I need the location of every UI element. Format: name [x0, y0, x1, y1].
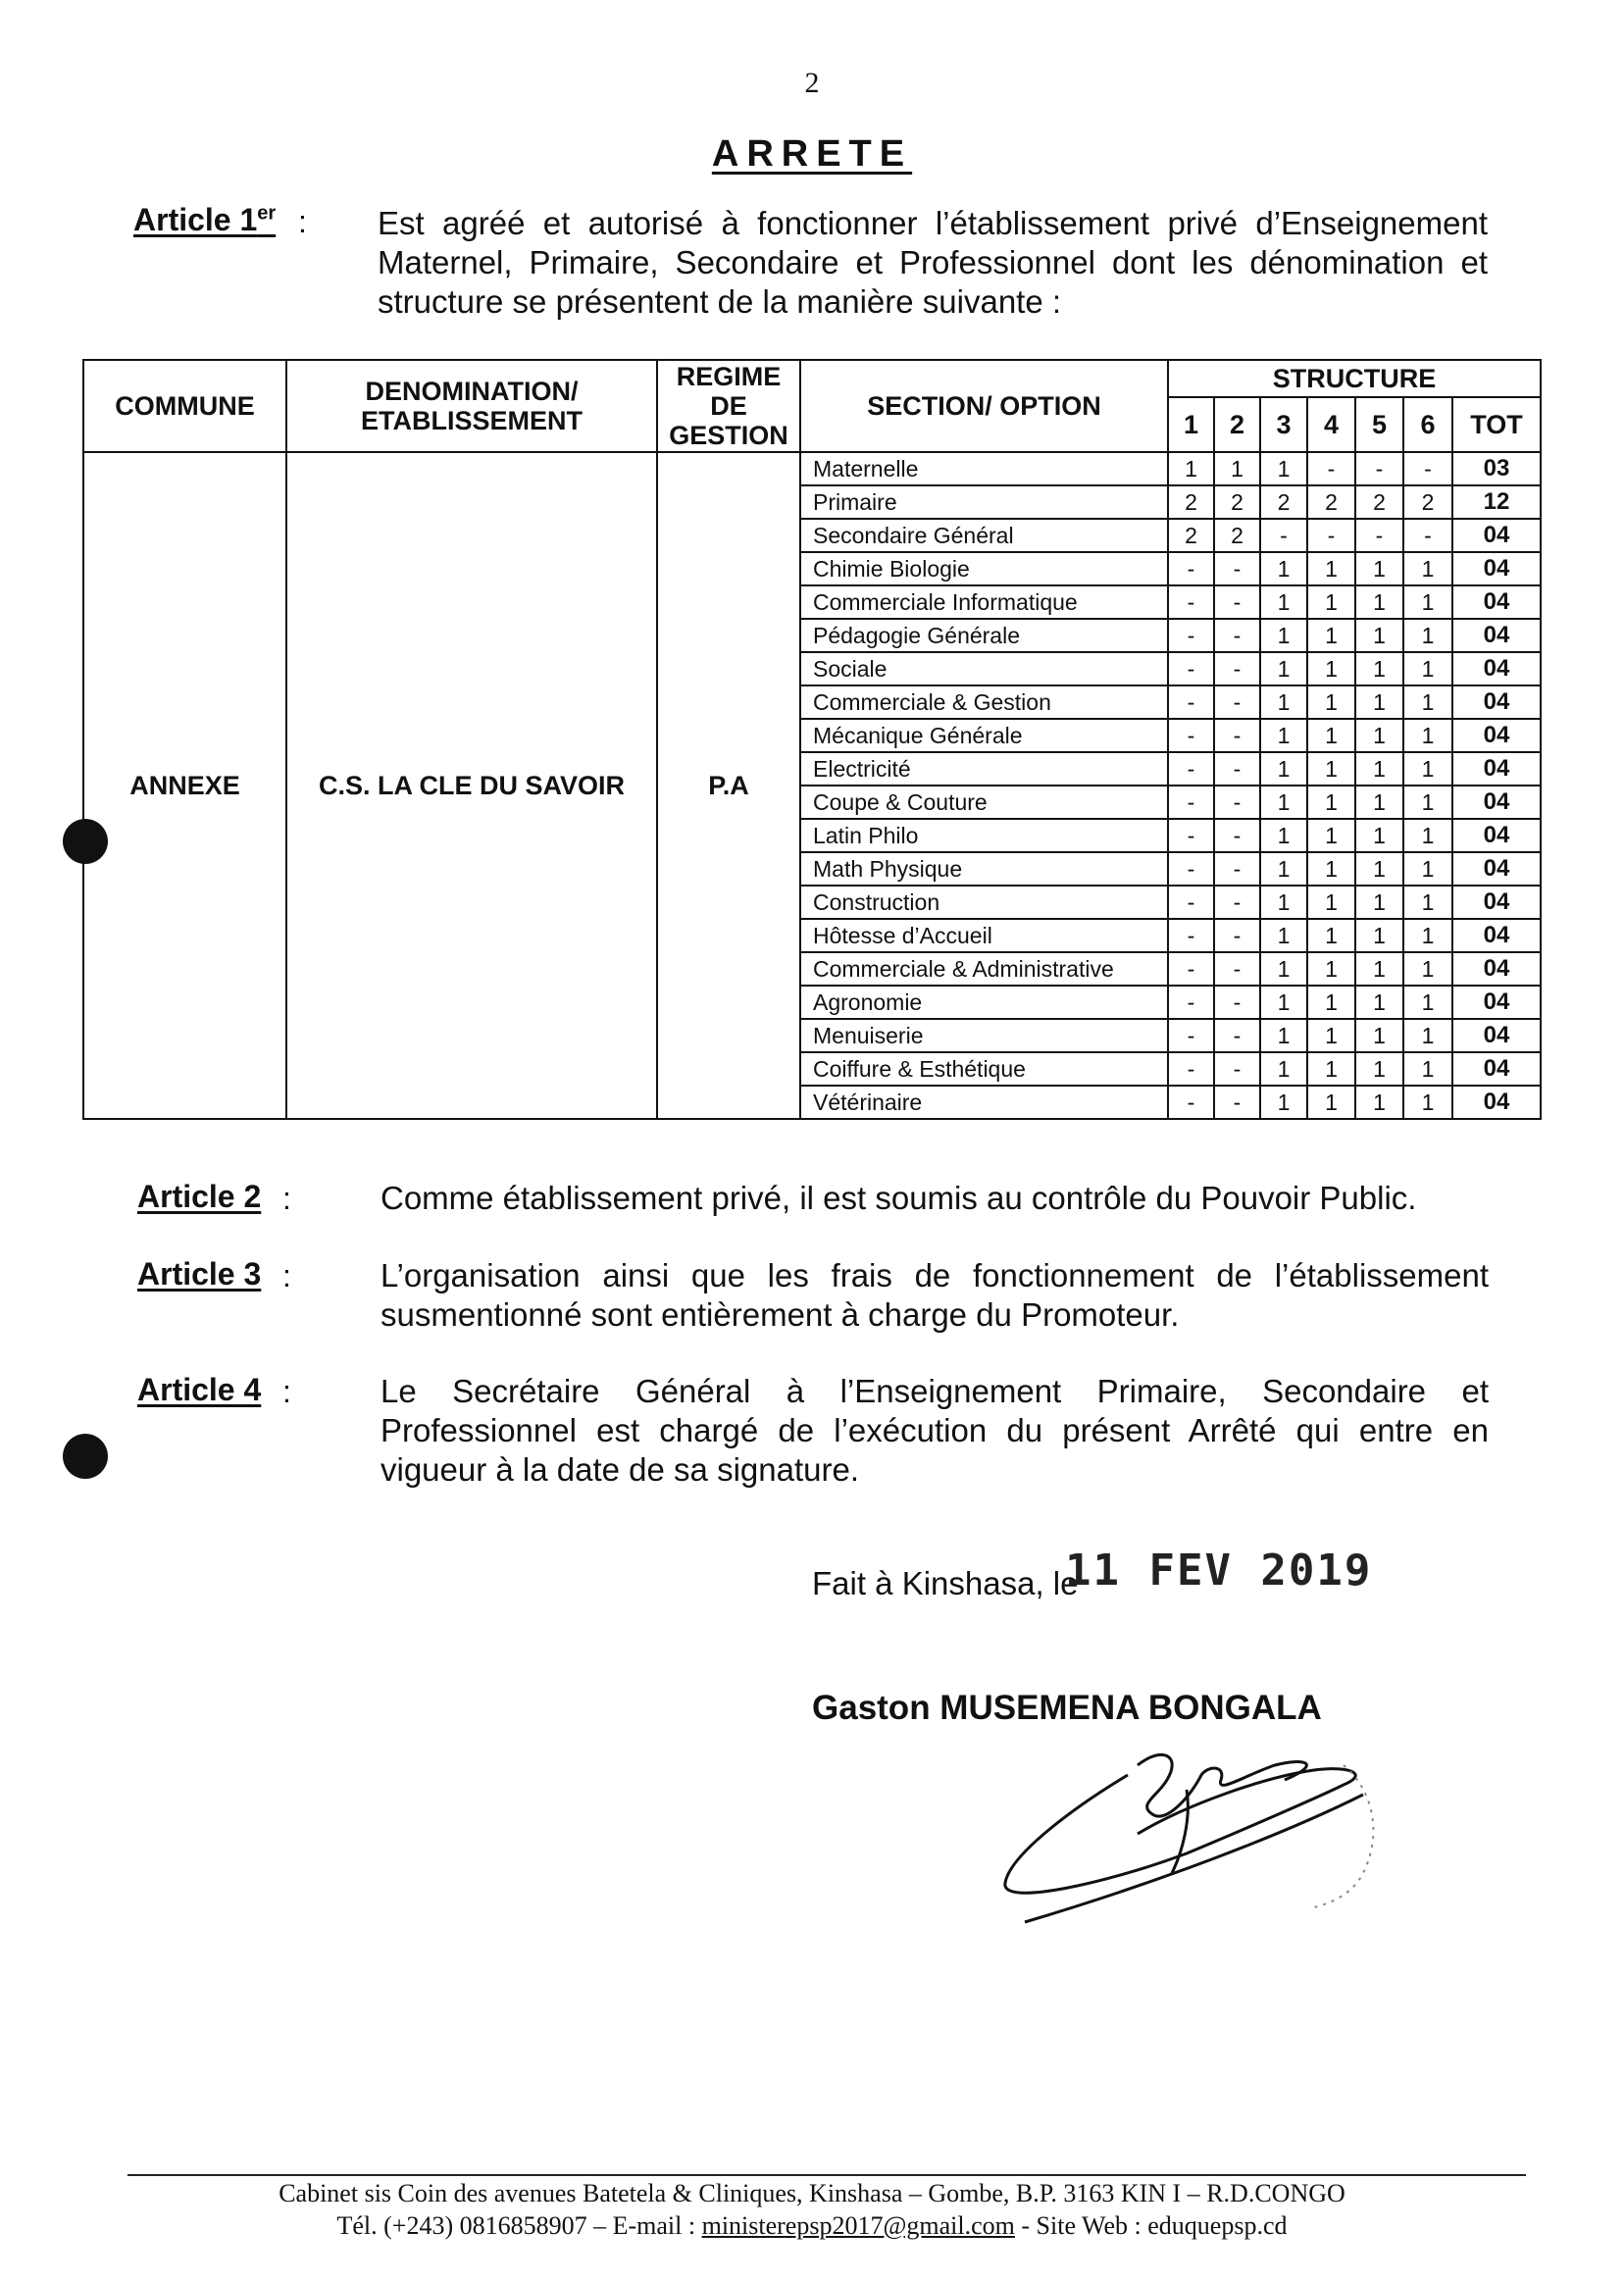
- structure-total-cell: 04: [1452, 685, 1541, 719]
- section-option-cell: Construction: [800, 886, 1168, 919]
- article-2-colon: :: [282, 1181, 291, 1216]
- structure-cell-5: 1: [1355, 1086, 1403, 1119]
- structure-cell-6: 1: [1403, 919, 1452, 952]
- structure-total-cell: 04: [1452, 652, 1541, 685]
- structure-cell-3: 1: [1260, 819, 1307, 852]
- structure-total-cell: 04: [1452, 786, 1541, 819]
- structure-cell-3: 1: [1260, 619, 1307, 652]
- section-option-cell: Secondaire Général: [800, 519, 1168, 552]
- structure-cell-3: 1: [1260, 452, 1307, 485]
- structure-cell-3: 1: [1260, 852, 1307, 886]
- structure-cell-1: -: [1168, 1052, 1214, 1086]
- structure-cell-2: -: [1214, 1086, 1260, 1119]
- structure-cell-1: -: [1168, 685, 1214, 719]
- structure-cell-2: -: [1214, 585, 1260, 619]
- structure-cell-1: 2: [1168, 519, 1214, 552]
- article-3-text: L’organisation ainsi que les frais de fonctionnement de l’établissement susmentionné sont entièrement à charge du Promoteur.: [381, 1257, 1489, 1333]
- structure-cell-4: 1: [1307, 752, 1355, 786]
- structure-cell-6: 1: [1403, 552, 1452, 585]
- structure-cell-4: 1: [1307, 886, 1355, 919]
- article-4-label: Article 4: [137, 1372, 262, 1407]
- handwritten-signature: [990, 1736, 1412, 1932]
- structure-cell-6: 1: [1403, 752, 1452, 786]
- structure-cell-6: -: [1403, 519, 1452, 552]
- regime-cell: P.A: [657, 452, 800, 1119]
- header-structure: STRUCTURE: [1168, 360, 1541, 397]
- structure-cell-3: -: [1260, 519, 1307, 552]
- structure-cell-2: -: [1214, 919, 1260, 952]
- structure-cell-2: -: [1214, 852, 1260, 886]
- structure-cell-5: 1: [1355, 952, 1403, 986]
- footer-email-link[interactable]: ministerepsp2017@gmail.com: [701, 2211, 1015, 2240]
- section-option-cell: Sociale: [800, 652, 1168, 685]
- structure-cell-4: 1: [1307, 986, 1355, 1019]
- header-denomination: DENOMINATION/ ETABLISSEMENT: [286, 360, 657, 452]
- structure-cell-6: 1: [1403, 652, 1452, 685]
- section-option-cell: Coiffure & Esthétique: [800, 1052, 1168, 1086]
- footer-website: - Site Web : eduquepsp.cd: [1021, 2211, 1288, 2240]
- structure-cell-4: 1: [1307, 619, 1355, 652]
- section-option-cell: Hôtesse d’Accueil: [800, 919, 1168, 952]
- structure-total-cell: 04: [1452, 585, 1541, 619]
- signatory-name: Gaston MUSEMENA BONGALA: [812, 1689, 1322, 1727]
- structure-total-cell: 04: [1452, 919, 1541, 952]
- section-option-cell: Electricité: [800, 752, 1168, 786]
- etablissement-cell: C.S. LA CLE DU SAVOIR: [286, 452, 657, 1119]
- structure-cell-1: -: [1168, 752, 1214, 786]
- structure-cell-6: 1: [1403, 886, 1452, 919]
- section-option-cell: Commerciale & Gestion: [800, 685, 1168, 719]
- commune-cell: ANNEXE: [83, 452, 286, 1119]
- structure-cell-5: 1: [1355, 585, 1403, 619]
- article-1-text: Est agréé et autorisé à fonctionner l’établissement privé d’Enseignement Maternel, Primaire, Secondaire et Professionnel dont les dénomination et structure se présentent de la manière suivante :: [378, 205, 1488, 320]
- structure-cell-2: -: [1214, 652, 1260, 685]
- article-1-label-text: Article 1: [133, 202, 258, 237]
- structure-cell-2: -: [1214, 619, 1260, 652]
- structure-cell-3: 1: [1260, 652, 1307, 685]
- structure-cell-3: 1: [1260, 886, 1307, 919]
- structure-cell-5: 1: [1355, 786, 1403, 819]
- structure-cell-5: 2: [1355, 485, 1403, 519]
- structure-cell-4: 1: [1307, 819, 1355, 852]
- structure-cell-2: 2: [1214, 485, 1260, 519]
- structure-cell-4: 1: [1307, 552, 1355, 585]
- section-option-cell: Menuiserie: [800, 1019, 1168, 1052]
- structure-cell-5: 1: [1355, 886, 1403, 919]
- structure-cell-6: 1: [1403, 819, 1452, 852]
- date-stamp: 11 FEV 2019: [1065, 1546, 1373, 1596]
- structure-cell-4: 1: [1307, 919, 1355, 952]
- section-option-cell: Maternelle: [800, 452, 1168, 485]
- header-col-4: 4: [1307, 397, 1355, 452]
- structure-cell-2: -: [1214, 986, 1260, 1019]
- structure-cell-4: -: [1307, 452, 1355, 485]
- structure-cell-1: -: [1168, 585, 1214, 619]
- structure-cell-1: -: [1168, 919, 1214, 952]
- structure-cell-4: 1: [1307, 1086, 1355, 1119]
- structure-cell-1: -: [1168, 1019, 1214, 1052]
- header-col-5: 5: [1355, 397, 1403, 452]
- section-option-cell: Mécanique Générale: [800, 719, 1168, 752]
- structure-cell-1: 2: [1168, 485, 1214, 519]
- article-2-label: Article 2: [137, 1179, 262, 1214]
- structure-total-cell: 04: [1452, 852, 1541, 886]
- structure-cell-1: -: [1168, 619, 1214, 652]
- structure-cell-6: 1: [1403, 719, 1452, 752]
- footer-phone: Tél. (+243) 0816858907 – E-mail :: [336, 2211, 696, 2240]
- structure-cell-5: 1: [1355, 619, 1403, 652]
- structure-cell-5: -: [1355, 452, 1403, 485]
- structure-total-cell: 04: [1452, 886, 1541, 919]
- header-col-6: 6: [1403, 397, 1452, 452]
- structure-cell-5: 1: [1355, 719, 1403, 752]
- section-option-cell: Chimie Biologie: [800, 552, 1168, 585]
- structure-cell-6: 1: [1403, 852, 1452, 886]
- structure-cell-5: 1: [1355, 852, 1403, 886]
- structure-cell-4: 1: [1307, 1019, 1355, 1052]
- structure-cell-2: -: [1214, 719, 1260, 752]
- structure-cell-5: 1: [1355, 1052, 1403, 1086]
- table-header-row: [83, 360, 1541, 397]
- structure-cell-1: 1: [1168, 452, 1214, 485]
- structure-cell-4: -: [1307, 519, 1355, 552]
- section-option-cell: Math Physique: [800, 852, 1168, 886]
- structure-total-cell: 04: [1452, 986, 1541, 1019]
- structure-cell-5: 1: [1355, 919, 1403, 952]
- structure-total-cell: 04: [1452, 552, 1541, 585]
- structure-cell-5: -: [1355, 519, 1403, 552]
- structure-cell-4: 1: [1307, 852, 1355, 886]
- punch-hole: [63, 819, 108, 864]
- article-1-label: [133, 202, 276, 238]
- structure-cell-1: -: [1168, 652, 1214, 685]
- structure-total-cell: 04: [1452, 1019, 1541, 1052]
- structure-cell-5: 1: [1355, 986, 1403, 1019]
- section-option-cell: Vétérinaire: [800, 1086, 1168, 1119]
- structure-cell-6: 1: [1403, 585, 1452, 619]
- structure-cell-1: -: [1168, 552, 1214, 585]
- document-title: ARRETE: [711, 133, 913, 175]
- structure-cell-2: -: [1214, 786, 1260, 819]
- structure-cell-6: 1: [1403, 786, 1452, 819]
- header-col-3: 3: [1260, 397, 1307, 452]
- structure-cell-6: 1: [1403, 685, 1452, 719]
- place-and-date-line: Fait à Kinshasa, le: [812, 1565, 1079, 1601]
- structure-total-cell: 04: [1452, 752, 1541, 786]
- structure-cell-1: -: [1168, 886, 1214, 919]
- section-option-cell: Agronomie: [800, 986, 1168, 1019]
- structure-cell-6: 2: [1403, 485, 1452, 519]
- structure-cell-1: -: [1168, 852, 1214, 886]
- structure-total-cell: 04: [1452, 1086, 1541, 1119]
- structure-cell-2: 2: [1214, 519, 1260, 552]
- header-col-tot: TOT: [1452, 397, 1541, 452]
- structure-total-cell: 12: [1452, 485, 1541, 519]
- structure-cell-4: 1: [1307, 786, 1355, 819]
- footer-contact: [0, 2211, 1624, 2241]
- structure-cell-2: -: [1214, 1052, 1260, 1086]
- structure-total-cell: 04: [1452, 952, 1541, 986]
- structure-cell-6: 1: [1403, 986, 1452, 1019]
- structure-cell-3: 1: [1260, 585, 1307, 619]
- structure-cell-2: -: [1214, 685, 1260, 719]
- structure-cell-5: 1: [1355, 552, 1403, 585]
- footer-divider: [127, 2174, 1526, 2176]
- structure-cell-1: -: [1168, 719, 1214, 752]
- structure-cell-6: 1: [1403, 1019, 1452, 1052]
- structure-cell-2: -: [1214, 552, 1260, 585]
- article-3-colon: :: [282, 1258, 291, 1293]
- structure-cell-4: 2: [1307, 485, 1355, 519]
- punch-hole: [63, 1434, 108, 1479]
- section-option-cell: Commerciale & Administrative: [800, 952, 1168, 986]
- article-4-colon: :: [282, 1374, 291, 1409]
- article-1-colon: :: [298, 204, 307, 239]
- structure-cell-3: 1: [1260, 752, 1307, 786]
- structure-cell-4: 1: [1307, 719, 1355, 752]
- structure-cell-4: 1: [1307, 1052, 1355, 1086]
- structure-cell-5: 1: [1355, 819, 1403, 852]
- section-option-cell: Commerciale Informatique: [800, 585, 1168, 619]
- article-1-label-sup: er: [257, 202, 277, 225]
- structure-cell-3: 1: [1260, 952, 1307, 986]
- structure-cell-2: -: [1214, 886, 1260, 919]
- structure-cell-4: 1: [1307, 685, 1355, 719]
- header-col-1: 1: [1168, 397, 1214, 452]
- structure-cell-3: 1: [1260, 786, 1307, 819]
- page-number: 2: [804, 67, 820, 99]
- structure-table: [82, 359, 1542, 1120]
- structure-cell-4: 1: [1307, 952, 1355, 986]
- section-option-cell: Pédagogie Générale: [800, 619, 1168, 652]
- structure-cell-3: 1: [1260, 685, 1307, 719]
- table-body: [83, 452, 1541, 1119]
- section-option-cell: Coupe & Couture: [800, 786, 1168, 819]
- structure-cell-3: 1: [1260, 552, 1307, 585]
- structure-cell-5: 1: [1355, 685, 1403, 719]
- table-row: [83, 452, 1541, 485]
- section-option-cell: Primaire: [800, 485, 1168, 519]
- structure-cell-5: 1: [1355, 652, 1403, 685]
- section-option-cell: Latin Philo: [800, 819, 1168, 852]
- structure-cell-5: 1: [1355, 752, 1403, 786]
- structure-cell-5: 1: [1355, 1019, 1403, 1052]
- structure-cell-1: -: [1168, 1086, 1214, 1119]
- structure-cell-3: 1: [1260, 919, 1307, 952]
- structure-cell-6: 1: [1403, 952, 1452, 986]
- structure-cell-3: 1: [1260, 1086, 1307, 1119]
- footer-address: Cabinet sis Coin des avenues Batetela & Cliniques, Kinshasa – Gombe, B.P. 3163 KIN I – R.D.CONGO: [279, 2179, 1345, 2207]
- structure-cell-2: -: [1214, 752, 1260, 786]
- header-commune: COMMUNE: [83, 360, 286, 452]
- structure-cell-2: 1: [1214, 452, 1260, 485]
- article-3-label: Article 3: [137, 1256, 262, 1292]
- header-section: SECTION/ OPTION: [800, 360, 1168, 452]
- structure-total-cell: 04: [1452, 719, 1541, 752]
- structure-total-cell: 04: [1452, 1052, 1541, 1086]
- structure-cell-3: 1: [1260, 1019, 1307, 1052]
- structure-cell-4: 1: [1307, 585, 1355, 619]
- structure-cell-1: -: [1168, 786, 1214, 819]
- structure-cell-3: 1: [1260, 719, 1307, 752]
- article-2-text: Comme établissement privé, il est soumis au contrôle du Pouvoir Public.: [381, 1180, 1417, 1216]
- structure-cell-3: 1: [1260, 986, 1307, 1019]
- structure-total-cell: 03: [1452, 452, 1541, 485]
- structure-cell-6: 1: [1403, 1052, 1452, 1086]
- structure-total-cell: 04: [1452, 819, 1541, 852]
- structure-total-cell: 04: [1452, 519, 1541, 552]
- structure-cell-1: -: [1168, 952, 1214, 986]
- structure-cell-4: 1: [1307, 652, 1355, 685]
- structure-cell-1: -: [1168, 986, 1214, 1019]
- structure-cell-3: 1: [1260, 1052, 1307, 1086]
- structure-total-cell: 04: [1452, 619, 1541, 652]
- structure-cell-6: 1: [1403, 619, 1452, 652]
- structure-cell-2: -: [1214, 952, 1260, 986]
- structure-cell-2: -: [1214, 1019, 1260, 1052]
- structure-cell-6: -: [1403, 452, 1452, 485]
- structure-cell-6: 1: [1403, 1086, 1452, 1119]
- structure-cell-1: -: [1168, 819, 1214, 852]
- article-4-text: Le Secrétaire Général à l’Enseignement Primaire, Secondaire et Professionnel est chargé de l’exécution du présent Arrêté qui entre en vigueur à la date de sa signature.: [381, 1373, 1489, 1488]
- structure-cell-3: 2: [1260, 485, 1307, 519]
- header-col-2: 2: [1214, 397, 1260, 452]
- structure-cell-2: -: [1214, 819, 1260, 852]
- header-regime: REGIME DE GESTION: [657, 360, 800, 452]
